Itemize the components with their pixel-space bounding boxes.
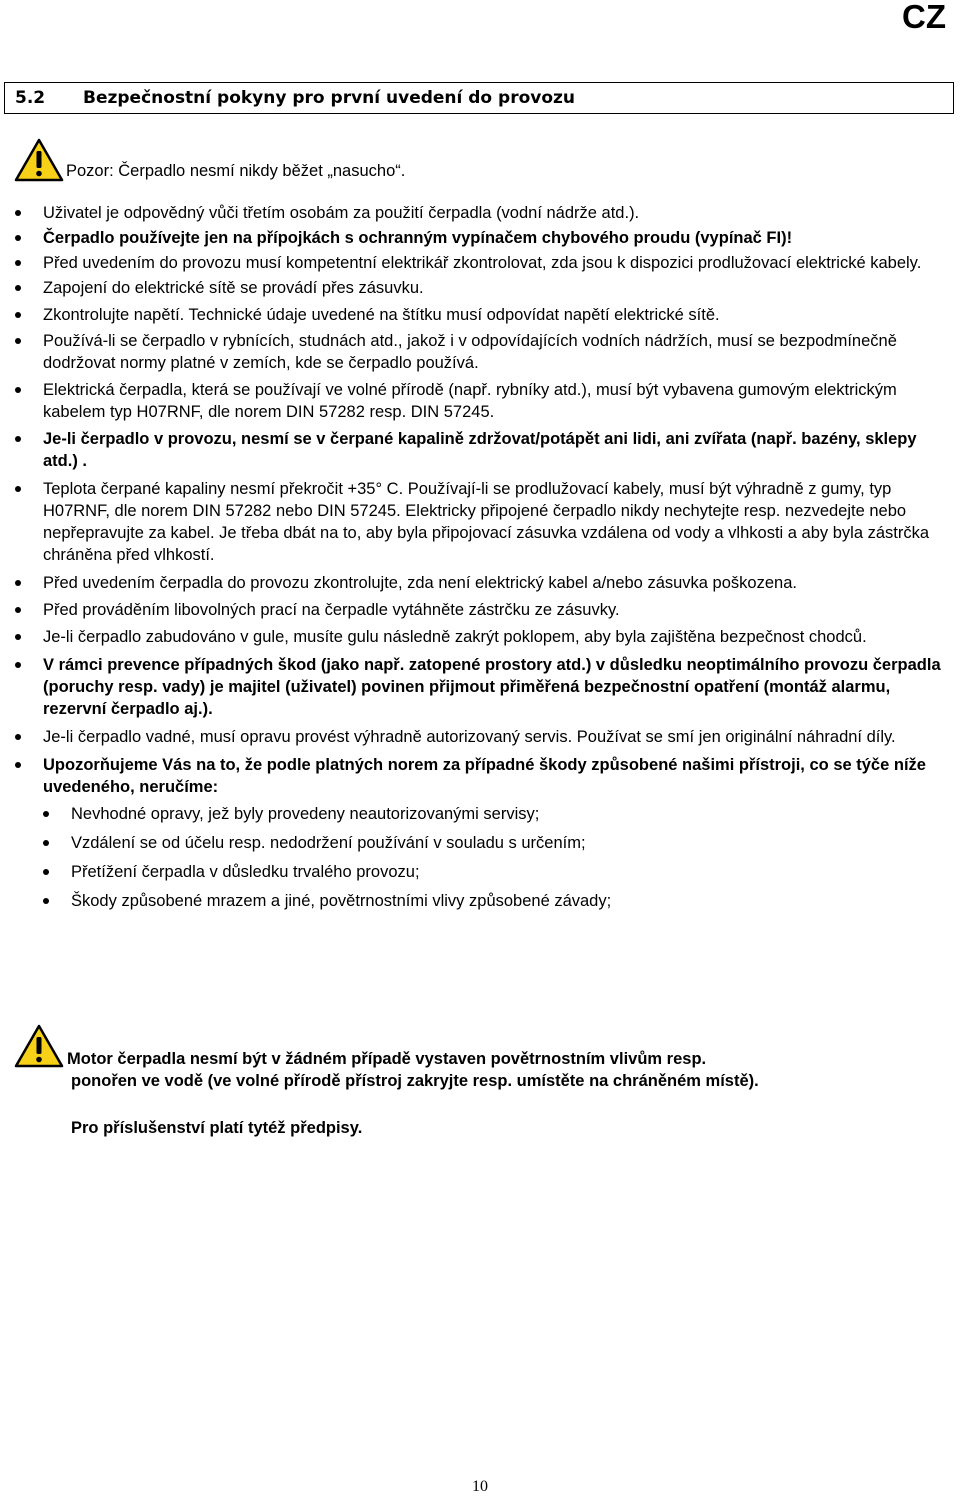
list-item: Zkontrolujte napětí. Technické údaje uvedené na štítku musí odpovídat napětí elektrické sítě. bbox=[0, 304, 960, 326]
bullet-icon bbox=[15, 210, 21, 216]
list-item: Čerpadlo používejte jen na přípojkách s ochranným vypínačem chybového proudu (vypínač FI)! bbox=[0, 227, 960, 249]
bullet-icon bbox=[43, 811, 49, 817]
list-item: Před uvedením čerpadla do provozu zkontrolujte, zda není elektrický kabel a/nebo zásuvka poškozena. bbox=[0, 572, 960, 594]
bullet-icon bbox=[43, 869, 49, 875]
bullet-icon bbox=[15, 235, 21, 241]
bullet-icon bbox=[43, 840, 49, 846]
section-heading bbox=[4, 82, 954, 114]
bullet-icon bbox=[15, 260, 21, 266]
exclusions-list bbox=[0, 803, 960, 912]
list-item: Zapojení do elektrické sítě se provádí přes zásuvku. bbox=[0, 277, 960, 299]
sub-list-item: Přetížení čerpadla v důsledku trvalého provozu; bbox=[0, 861, 960, 883]
warning-top bbox=[14, 138, 405, 182]
bullet-icon bbox=[15, 285, 21, 291]
list-item: Upozorňujeme Vás na to, že podle platných norem za případné škody způsobené našimi přístroji, co se týče níže uvedeného, neručíme: bbox=[0, 754, 960, 798]
list-item: Používá-li se čerpadlo v rybnících, studnách atd., jakož i v odpovídajících vodních nádržích, musí se bezpodmínečně dodržovat normy platné v zemích, kde se čerpadlo používá. bbox=[0, 330, 960, 374]
section-number: 5.2 bbox=[15, 88, 46, 108]
list-item: Elektrická čerpadla, která se používají ve volné přírodě (např. rybníky atd.), musí být vybavena gumovým elektrickým kabelem typ H07RNF, dle norem DIN 57282 resp. DIN 57245. bbox=[0, 379, 960, 423]
final-warning-block bbox=[14, 1024, 944, 1139]
bullet-icon bbox=[15, 634, 21, 640]
bullet-icon bbox=[15, 436, 21, 442]
page-number: 10 bbox=[472, 1478, 488, 1495]
warning-triangle-icon bbox=[14, 138, 64, 182]
list-item: Před uvedením do provozu musí kompetentní elektrikář zkontrolovat, zda jsou k dispozici prodlužovací elektrické kabely. bbox=[0, 252, 960, 274]
bullet-icon bbox=[15, 338, 21, 344]
warning-bottom-line1: Motor čerpadla nesmí být v žádném případě vystaven povětrnostním vlivům resp. bbox=[67, 1050, 707, 1068]
accessories-note: Pro příslušenství platí tytéž předpisy. bbox=[71, 1119, 363, 1137]
sub-list-item: Vzdálení se od účelu resp. nedodržení používání v souladu s určením; bbox=[0, 832, 960, 854]
bullet-icon bbox=[15, 607, 21, 613]
list-item: V rámci prevence případných škod (jako např. zatopené prostory atd.) v důsledku neoptimálního provozu čerpadla (poruchy resp. vady) je majitel (uživatel) povinen přijmout přiměřená bezpečnostní opatření (montáž alarmu, rezervní čerpadlo aj.). bbox=[0, 654, 960, 720]
sub-list-item: Škody způsobené mrazem a jiné, povětrnostními vlivy způsobené závady; bbox=[0, 890, 960, 912]
list-item: Je-li čerpadlo v provozu, nesmí se v čerpané kapalině zdržovat/potápět ani lidi, ani zvířata (např. bazény, sklepy atd.) . bbox=[0, 428, 960, 472]
safety-list bbox=[0, 202, 960, 912]
list-item: Je-li čerpadlo zabudováno v gule, musíte gulu následně zakrýt poklopem, aby byla zajištěna bezpečnost chodců. bbox=[0, 626, 960, 648]
bullet-icon bbox=[15, 312, 21, 318]
bullet-icon bbox=[15, 580, 21, 586]
bullet-icon bbox=[15, 387, 21, 393]
warning-top-text: Pozor: Čerpadlo nesmí nikdy běžet „nasucho“. bbox=[66, 162, 406, 180]
list-item: Teplota čerpané kapaliny nesmí překročit +35° C. Používají-li se prodlužovací kabely, musí být výhradně z gumy, typ H07RNF, dle norem DIN 57282 nebo DIN 57245. Elektricky připojené čerpadlo nikdy nechytejte resp. nezvedejte nebo nepřepravujte za kabel. Je třeba dbát na to, aby byla připojovací zásuvka vzdálena od vody a vlhkosti a aby byla zástrčka chráněna před vlhkostí. bbox=[0, 478, 960, 566]
bullet-icon bbox=[15, 734, 21, 740]
warning-triangle-icon bbox=[14, 1024, 64, 1068]
section-title: Bezpečnostní pokyny pro první uvedení do provozu bbox=[83, 88, 576, 108]
bullet-icon bbox=[43, 898, 49, 904]
bullet-icon bbox=[15, 762, 21, 768]
list-item: Před prováděním libovolných prací na čerpadle vytáhněte zástrčku ze zásuvky. bbox=[0, 599, 960, 621]
sub-list-item: Nevhodné opravy, jež byly provedeny neautorizovanými servisy; bbox=[0, 803, 960, 825]
list-item: Je-li čerpadlo vadné, musí opravu provést výhradně autorizovaný servis. Používat se smí jen originální náhradní díly. bbox=[0, 726, 960, 748]
list-item: Uživatel je odpovědný vůči třetím osobám za použití čerpadla (vodní nádrže atd.). bbox=[0, 202, 960, 224]
warning-bottom-line2: ponořen ve vodě (ve volné přírodě přístroj zakryjte resp. umístěte na chráněném místě). bbox=[71, 1072, 759, 1090]
bullet-icon bbox=[15, 486, 21, 492]
bullet-icon bbox=[15, 662, 21, 668]
warning-bottom bbox=[14, 1024, 944, 1068]
language-code: CZ bbox=[902, 0, 946, 35]
